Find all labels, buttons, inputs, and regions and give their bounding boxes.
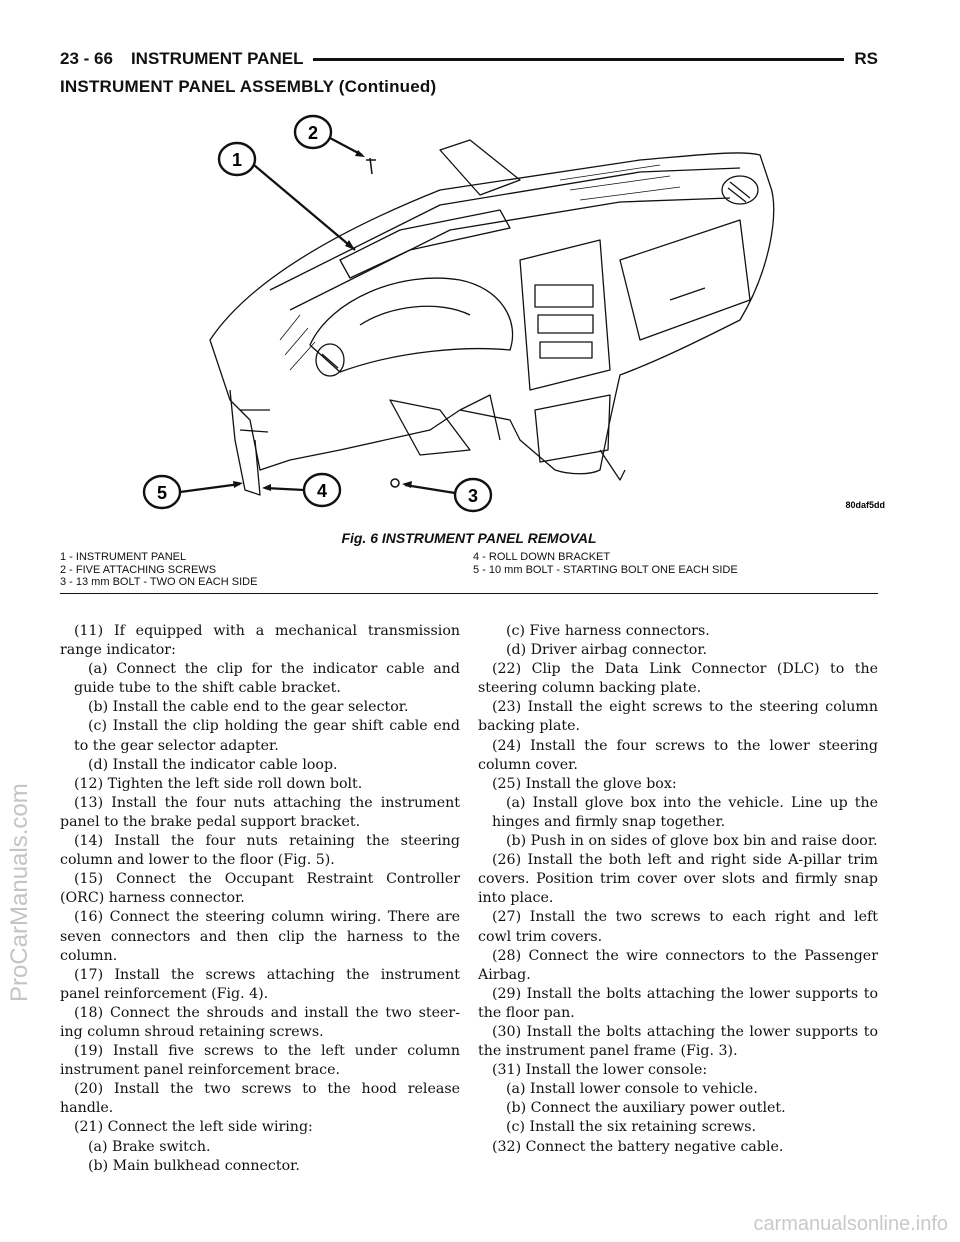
- image-code: 80daf5dd: [845, 500, 885, 510]
- procedure-substep: (c) Install the clip holding the gear shift cable end to the gear selector adapter.: [74, 718, 460, 754]
- procedure-substep: (a) Install lower console to vehicle.: [506, 1081, 758, 1098]
- header-section: INSTRUMENT PANEL: [130, 49, 304, 68]
- procedure-substep: (b) Install the cable end to the gear selector.: [88, 699, 409, 716]
- illustration-svg: [140, 110, 890, 528]
- callout-4: [262, 474, 340, 506]
- procedure-step: (32) Connect the battery negative cable.: [492, 1138, 784, 1155]
- procedure-substep: (a) Install glove box into the vehicle. Line up the hinges and firmly snap together.: [492, 794, 878, 830]
- text-column-left: [60, 622, 460, 1176]
- svg-text:2: 2: [307, 123, 319, 143]
- procedure-step: (13) Install the four nuts attaching the instrument panel to the brake pedal support bracket.: [60, 794, 460, 830]
- legend-left: [60, 551, 257, 589]
- procedure-step: (20) Install the two screws to the hood release handle.: [60, 1081, 460, 1117]
- svg-text:3: 3: [467, 486, 479, 506]
- legend-item: 5 - 10 mm BOLT - STARTING BOLT ONE EACH SIDE: [473, 563, 738, 576]
- procedure-substep: (d) Driver airbag connector.: [506, 642, 708, 659]
- procedure-step: (28) Connect the wire connectors to the Passenger Airbag.: [478, 947, 878, 983]
- header-rule: [313, 58, 844, 61]
- procedure-step: (23) Install the eight screws to the steering column backing plate.: [478, 699, 878, 735]
- procedure-step: (22) Clip the Data Link Connector (DLC) to the steering column backing plate.: [478, 661, 878, 697]
- procedure-step: (14) Install the four nuts retaining the steering column and lower to the floor (Fig. 5).: [60, 833, 460, 869]
- procedure-substep: (a) Connect the clip for the indicator cable and guide tube to the shift cable bracket.: [74, 661, 460, 697]
- instrument-panel-illustration: [140, 110, 890, 528]
- bottom-watermark: carmanualsonline.info: [753, 1213, 948, 1235]
- figure-caption: Fig. 6 INSTRUMENT PANEL REMOVAL: [341, 530, 597, 546]
- procedure-step: (29) Install the bolts attaching the lower supports to the floor pan.: [478, 985, 878, 1021]
- svg-text:1: 1: [231, 150, 243, 170]
- procedure-substep: (c) Install the six retaining screws.: [506, 1119, 756, 1136]
- svg-text:4: 4: [316, 481, 328, 501]
- procedure-step: (30) Install the bolts attaching the lower supports to the instrument panel frame (Fig. 3).: [478, 1023, 878, 1060]
- procedure-step: (12) Tighten the left side roll down bolt.: [74, 775, 363, 792]
- procedure-substep: (c) Five harness connectors.: [506, 623, 710, 639]
- procedure-substep: (a) Brake switch.: [88, 1138, 211, 1155]
- procedure-substep: (b) Connect the auxiliary power outlet.: [506, 1100, 786, 1117]
- page-number: 23 - 66: [60, 49, 113, 68]
- procedure-step: (16) Connect the steering column wiring. There are seven connectors and then clip the harness to the column.: [60, 909, 460, 964]
- page-header: [60, 47, 878, 71]
- legend-item: 3 - 13 mm BOLT - TWO ON EACH SIDE: [60, 576, 258, 588]
- section-title: INSTRUMENT PANEL ASSEMBLY (Continued): [60, 77, 437, 96]
- procedure-substep: (b) Main bulkhead connector.: [88, 1157, 300, 1174]
- callout-3: [391, 479, 491, 511]
- figure-legend: [60, 551, 878, 594]
- text-column-right: [478, 622, 878, 1157]
- callout-1: [219, 143, 355, 250]
- procedure-substep: (b) Push in on sides of glove box bin and raise door.: [506, 833, 878, 850]
- header-model: RS: [854, 49, 878, 68]
- side-watermark: ProCarManuals.com: [6, 783, 33, 1002]
- procedure-step: (25) Install the glove box:: [492, 775, 677, 792]
- procedure-substep: (d) Install the indicator cable loop.: [88, 756, 338, 773]
- procedure-step: (17) Install the screws attaching the instrument panel reinforcement (Fig. 4).: [60, 966, 460, 1002]
- callout-2: [295, 116, 376, 174]
- procedure-step: (27) Install the two screws to each right and left cowl trim covers.: [478, 909, 878, 945]
- procedure-step: (31) Install the lower console:: [492, 1062, 708, 1079]
- svg-text:5: 5: [156, 483, 168, 503]
- legend-item: 1 - INSTRUMENT PANEL: [60, 551, 187, 563]
- procedure-step: (15) Connect the Occupant Restraint Controller (ORC) harness connector.: [60, 871, 460, 907]
- procedure-step: (11) If equipped with a mechanical transmission range indicator:: [60, 623, 460, 659]
- procedure-step: (21) Connect the left side wiring:: [74, 1119, 313, 1136]
- legend-right: [473, 551, 738, 576]
- callout-5: [144, 476, 243, 508]
- procedure-step: (18) Connect the shrouds and install the two steer- ing column shroud retaining screws.: [60, 1004, 460, 1040]
- procedure-step: (19) Install five screws to the left under column instrument panel reinforcement brace.: [60, 1043, 460, 1079]
- procedure-step: (24) Install the four screws to the lower steering column cover.: [478, 737, 878, 773]
- legend-item: 2 - FIVE ATTACHING SCREWS: [60, 563, 217, 576]
- legend-item: 4 - ROLL DOWN BRACKET: [473, 551, 611, 563]
- procedure-step: (26) Install the both left and right side A-pillar trim covers. Position trim cover over slots and firmly snap into place.: [478, 852, 878, 907]
